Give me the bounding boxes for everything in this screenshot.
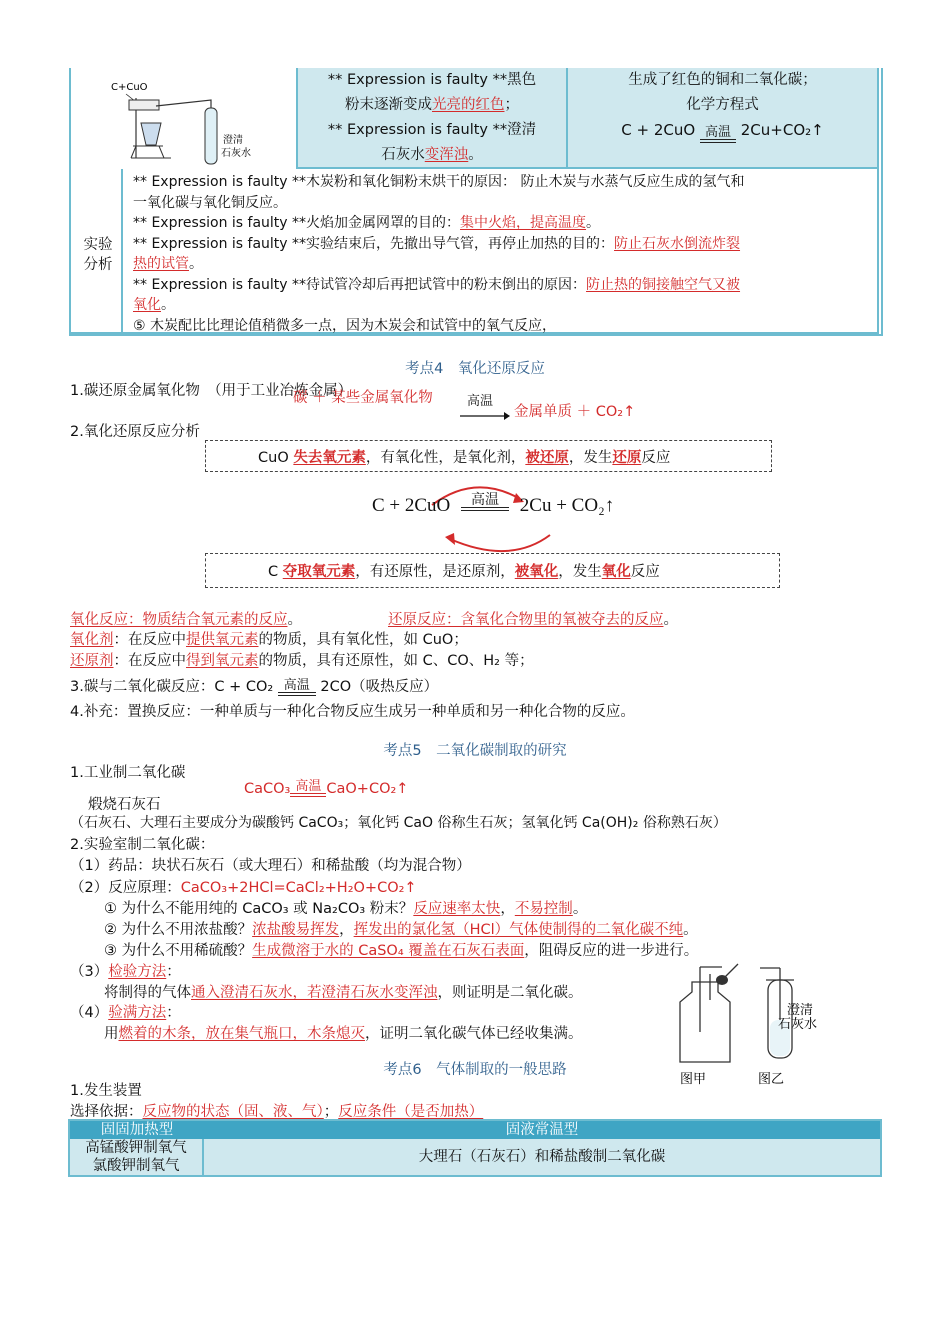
kp4-title: 考点4 氧化还原反应 [405,361,545,377]
kp4-s1-title: 1.碳还原金属氧化物 （用于工业冶炼金属） [70,383,353,399]
phenomenon-line-3: ** Expression is faulty **澄清 [327,122,537,138]
apparatus-cell [69,68,298,169]
analysis-label-cell [69,169,123,334]
analysis-item-1-cont: 一氧化碳与氧化铜反应。 [133,194,287,211]
kp4-s4: 4.补充：置换反应：一种单质与一种化合物反应生成另一种单质和另一种化合物的反应。 [70,704,635,720]
analysis-item-5: ⑤ 木炭配比比理论值稍微多一点，因为木炭会和试管中的氧气反应， [133,317,556,334]
conclusion-cell [568,68,879,169]
table-header-solid-heat: 固固加热型 [70,1121,204,1139]
conclusion-equation [568,118,877,143]
kp4-s1-arrow [460,390,510,425]
reduction-apparatus-figure [71,68,300,168]
analysis-item-3: ** Expression is faulty **实验结束后，先撤出导气管，再停止加热的目的：防止石灰水倒流炸裂 [133,235,741,252]
kp6-title: 考点6 气体制取的一般思路 [383,1062,567,1078]
kp5-title: 考点5 二氧化碳制取的研究 [383,743,567,759]
table-cell-solid-liquid: 大理石（石灰石）和稀盐酸制二氧化碳 [204,1139,880,1175]
analysis-item-2: ** Expression is faulty **火焰加金属网罩的目的：集中火焰，提高温度。 [133,215,601,231]
kp4-s1-cond: 高温 [466,394,493,409]
kp4-s2-title: 2.氧化还原反应分析 [70,424,200,440]
kp4-redox-arcs [420,475,580,565]
conclusion-eq-right: 2Cu+CO₂↑ [740,121,824,139]
kp5-q2: ② 为什么不用浓盐酸？浓盐酸易挥发，挥发出的氯化氢（HCl）气体使制得的二氧化碳不纯。 [104,922,698,938]
conclusion-line-2: 化学方程式 [686,97,759,113]
kp5-s1-label: 煅烧石灰石 [88,797,161,813]
analysis-item-3-cont: 热的试管。 [133,256,203,272]
phenomenon-line-4: 石灰水变浑浊。 [381,147,483,163]
kp5-p4-title: （4）验满方法： [70,1005,181,1021]
kp4-s1-left: 碳 ＋ 某些金属氧化物 [293,390,433,406]
kp5-q3: ③ 为什么不用稀硫酸？生成微溶于水的 CaSO₄ 覆盖在石灰石表面，阻碍反应的进一步进行。 [104,943,699,959]
kp5-p3-title: （3）检验方法： [70,964,181,980]
fig-label-limewater-2: 石灰水 [778,1017,818,1032]
phenomenon-highlight-red: 光亮的红色 [432,97,505,113]
kp5-q1: ① 为什么不能用纯的 CaCO₃ 或 Na₂CO₃ 粉末？反应速率太快，不易控制。 [104,901,588,917]
fig-caption-a: 图甲 [680,1072,707,1087]
fig-label-limewater-1: 澄清 [787,1003,814,1018]
kp5-p3-body: 将制得的气体通入澄清石灰水，若澄清石灰水变浑浊，则证明是二氧化碳。 [104,985,583,1001]
kp4-eq-left: C + 2CuO [372,495,451,516]
kp4-s3: 3.碳与二氧化碳反应：C + CO₂ 高温 2CO（吸热反应） [70,678,439,695]
kp4-eq-right: 2Cu + CO₂↑ [519,495,615,516]
table-header-solid-liquid: 固液常温型 [204,1121,880,1139]
kp6-s1-title: 1.发生装置 [70,1083,142,1099]
kp5-s2-title: 2.实验室制二氧化碳： [70,837,215,853]
kp5-p1: （1）药品：块状石灰石（或大理石）和稀盐酸（均为混合物） [70,858,471,874]
kp5-s1-note: （石灰石、大理石主要成分为碳酸钙 CaCO₃；氧化钙 CaO 俗称生石灰；氢氧化钙 Ca(OH)₂ 俗称熟石灰） [70,815,727,831]
analysis-label-2: 分析 [83,257,113,273]
apparatus-type-table [68,1119,882,1177]
kp5-p4-body: 用燃着的木条，放在集气瓶口，木条熄灭，证明二氧化碳气体已经收集满。 [104,1026,583,1042]
kp4-box-cuo: CuO 失去氧元素，有氧化性，是氧化剂，被还原，发生还原反应 [205,440,772,472]
table-cell-solid-heat: 高锰酸钾制氧气 氯酸钾制氧气 [70,1139,204,1175]
conclusion-line-1: 生成了红色的铜和二氧化碳； [628,72,817,88]
apparatus-label-limewater-2: 石灰水 [221,148,251,159]
kp4-eq-cond: 高温 [471,492,500,508]
kp4-def-reduction: 还原反应：含氧化合物里的氧被夺去的反应。 [388,612,678,628]
apparatus-label-limewater-1: 澄清 [223,135,243,146]
fig-caption-b: 图乙 [758,1072,785,1087]
kp4-def-oxidation: 氧化反应：物质结合氧元素的反应。 [70,612,302,628]
kp6-basis: 选择依据：反应物的状态（固、液、气）；反应条件（是否加热） [70,1104,484,1120]
kp4-def-oxidant: 氧化剂：在反应中提供氧元素的物质，具有氧化性，如 CuO； [70,632,468,648]
kp4-s1-right: 金属单质 ＋ CO₂↑ [514,404,636,420]
apparatus-label-top: C+CuO [111,82,148,93]
analysis-label-1: 实验 [83,237,113,253]
analysis-content-cell [123,169,879,334]
kp4-def-reductant: 还原剂：在反应中得到氧元素的物质，具有还原性，如 C、CO、H₂ 等； [70,653,534,669]
kp4-main-equation [372,494,614,517]
phenomenon-line-1: ** Expression is faulty **黑色 [327,72,537,88]
phenomenon-cell [298,68,568,169]
phenomenon-line-2: 粉末逐渐变成光亮的红色； [345,97,519,113]
kp4-box-c: C 夺取氧元素，有还原性，是还原剂，被氧化，发生氧化反应 [205,553,780,588]
kp5-p2: （2）反应原理：CaCO₃+2HCl=CaCl₂+H₂O+CO₂↑ [70,880,417,896]
phenomenon-highlight-turbid: 变浑浊 [424,147,469,163]
kp4-s1-equation [293,386,433,407]
analysis-item-1: ** Expression is faulty **木炭粉和氧化铜粉末烘干的原因： 防止木炭与水蒸气反应生成的氢气和 [133,174,745,190]
kp5-s1-title: 1.工业制二氧化碳 [70,765,186,781]
kp5-s1-equation: CaCO₃ 高温 CaO+CO₂↑ [244,779,409,797]
conclusion-eq-left: C + 2CuO [621,121,696,139]
conclusion-eq-cond: 高温 [704,125,731,140]
analysis-item-4: ** Expression is faulty **待试管冷却后再把试管中的粉末倒出的原因：防止热的铜接触空气又被 [133,276,741,293]
analysis-item-4-cont: 氧化。 [133,297,175,313]
